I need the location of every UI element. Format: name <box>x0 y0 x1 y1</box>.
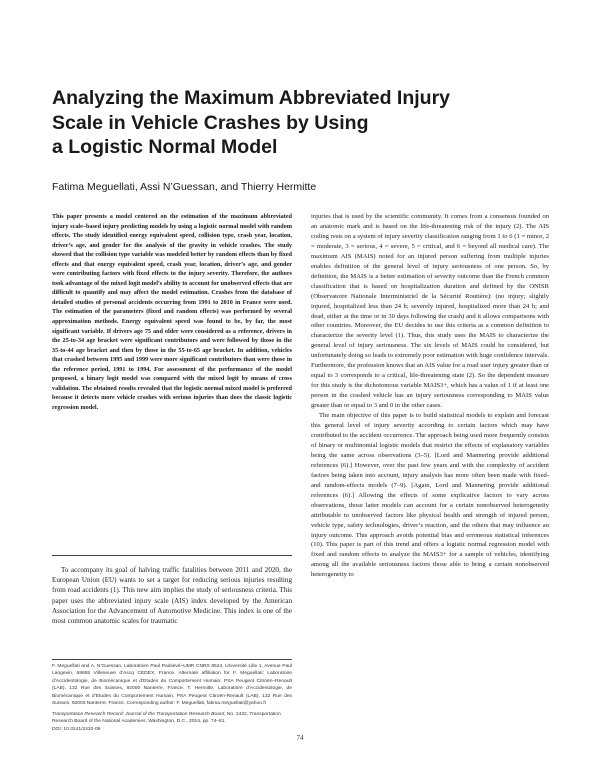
author-affiliations: F. Meguellati and A. N’Guessan, Laboratoire Paul Painlevé–UMR CNRS 8524, Université Lille 1, Avenue Paul Langevin, 59655 Villeneuve d’Ascq CEDEX, France. Alternate affiliation for F. Meguellati: Laboratoire d’Accidentologie, de Biomécanique et d’Etudes du Comportement Humain, PSA Peugeot Citroën–Renault (LAB), 132 Rue des Suisses, 92000 Nanterre, France. T. Hermitte, Laboratoire d’Accidentologie, de Biomécanique et d’Etudes du Comportement Humain, PSA Peugeot Citroën-Renault (LAB), 132 Rue des Suisses, 92000 Nanterre, France. Corresponding author: F. Meguellati, fatima.meguellati@yahoo.fr <box>52 664 292 707</box>
body-paragraph: injuries that is used by the scientific community. It comes from a consensus founded on an anatomic mark and is based on the life-threatening risk of the injury (2). The AIS coding rests on a system of injury severity classification ranging from 1 to 6 (1 = minor, 2 = moderate, 3 = serious, 4 = severe, 5 = critical, and 6 = beyond all medical care). The maximum AIS (MAIS) noted for an injured person suffering from multiple injuries enables definition of the general level of injury seriousness of one person. So, by definition, the MAIS is a better estimation of severity outcome than the French common classification that is based on hospitalization duration and defined by the ONISR (Observatoire Nationale Interministriel de la Sécurité Routière): (no injury; slightly injured, hospitalized less than 24 h; severely injured, hospitalized more than 24 h; and dead, either at the time or in 30 days following the crash) and it allows comparisons with other countries. Moreover, the EU decides to use this criteria as a common definition to characterize the severity level (1). Thus, this study uses the MAIS to characterize the general level of injury seriousness. The six levels of MAIS could be considered, but unfortunately doing so leads to extremely poor estimation with huge confidence intervals. Furthermore, the profession knows that an AIS value for a road user injury greater than or equal to 3 corresponds to a critical, life-threatening state (2). So the dependent measure for this study is the dichotomous variable MAIS3+, which has a value of 1 if at least one person in the crashed vehicle has an injury seriousness corresponding to MAIS value greater than or equal to 3 and 0 in the other cases. <box>311 213 549 410</box>
body-text-left-column: To accompany its goal of halving traffic fatalities between 2011 and 2020, the European Union (EU) wants to set a target for reducing serious injuries resulting from road accidents (1). This new aim implies the study of seriousness criteria. This paper uses the abbreviated injury scale (AIS) index developed by the American Association for the Advancement of Automotive Medicine. This index is one of the most common anatomic scales for traumatic <box>52 566 292 626</box>
author-list: Fatima Meguellati, Assi N’Guessan, and Thierry Hermitte <box>52 181 317 193</box>
title-line: a Logistic Normal Model <box>52 136 278 158</box>
citation-journal: Transportation Research Record: Journal of the Transportation Research Board, <box>52 712 226 717</box>
citation-doi: DOI: 10.3141/2432-09 <box>52 726 101 732</box>
journal-citation <box>52 711 292 733</box>
body-text-right-column <box>311 212 549 580</box>
citation-details: No. 2432, Transportation Research Board of the National Academies, Washington, D.C., 2014, pp. 74–81. <box>52 712 281 725</box>
abstract-divider <box>52 555 292 556</box>
footnote-divider <box>52 659 292 660</box>
paper-title <box>52 86 552 160</box>
title-line: Scale in Vehicle Crashes by Using <box>52 111 369 134</box>
page-number: 74 <box>296 734 304 742</box>
title-line: Analyzing the Maximum Abbreviated Injury <box>52 87 451 109</box>
body-paragraph: The main objective of this paper is to build statistical models to explain and forecast this general level of injury severity according to certain factors which may have contributed to the accident occurrence. The approach being used more frequently consists of binary or multinomial logistic models that restrict the effects of explanatory variables being the same across observations (3–5). [Lord and Mannering provide additional references (6).] However, over the past few years and with the complexity of accident factors being taken into account, injury analysis has more often been made with fixed- and random-effects models (7–9). [Again, Lord and Mannering provide additional references (6).] Allowing the effects of some explicative factors to vary across observations, those latter models can account for a certain nonobserved heterogeneity attributable to unobserved factors like physical health and strength of injured person, vehicle type, safety technologies, driver’s reaction, and the others that may influence an injury outcome. This approach avoids potential bias and erroneous statistical inferences (10). This paper is part of this trend and offers a logistic normal regression model with fixed and random effects to analyze the MAIS3+ for a sample of vehicles, identifying among all the available seriousness factors those able to bring a certain nonobserved heterogeneity to <box>311 412 549 579</box>
abstract: This paper presents a model centered on the estimation of the maximum abbreviated injury scale–based injury predicting models by using a logistic normal model with random effects. The study identified energy equivalent speed, collision type, crash year, location, driver’s age, and gender for the analysis of the gravity in vehicle crashes. The study showed that the collision type variable was modeled better by random effects than by fixed effects and that energy equivalent speed, crash year, location, driver’s age, and gender were contributing factors with fixed effects to the injury severity. Therefore, the authors took advantage of the mixed logit model’s ability to account for unobserved effects that are difficult to quantify and may affect the model estimation. Crashes from the database of detailed studies of personal accidents occurring from 1991 to 2010 in France were used. The estimation of the parameters (fixed and random effects) was performed by several approximation methods. Energy equivalent speed was found to be, by far, the most significant variable. If drivers age 75 and older were considered as a reference, drivers in the 25-to-34 age bracket were significant contributors and were followed by those in the 35-to-44 age bracket and then by those in the 55-to-65 age bracket. In addition, vehicles that crashed between 1995 and 1999 were more significant contributors than were those in the reference period, 1991 to 1994. For assessment of the performance of the model proposed, a binary logit model was compared with the mixed logit by means of cross validation. The obtained results revealed that the logistic normal mixed model is preferred because it detects more vehicle crashes with serious injuries than does the classic logistic regression model. <box>52 213 292 411</box>
